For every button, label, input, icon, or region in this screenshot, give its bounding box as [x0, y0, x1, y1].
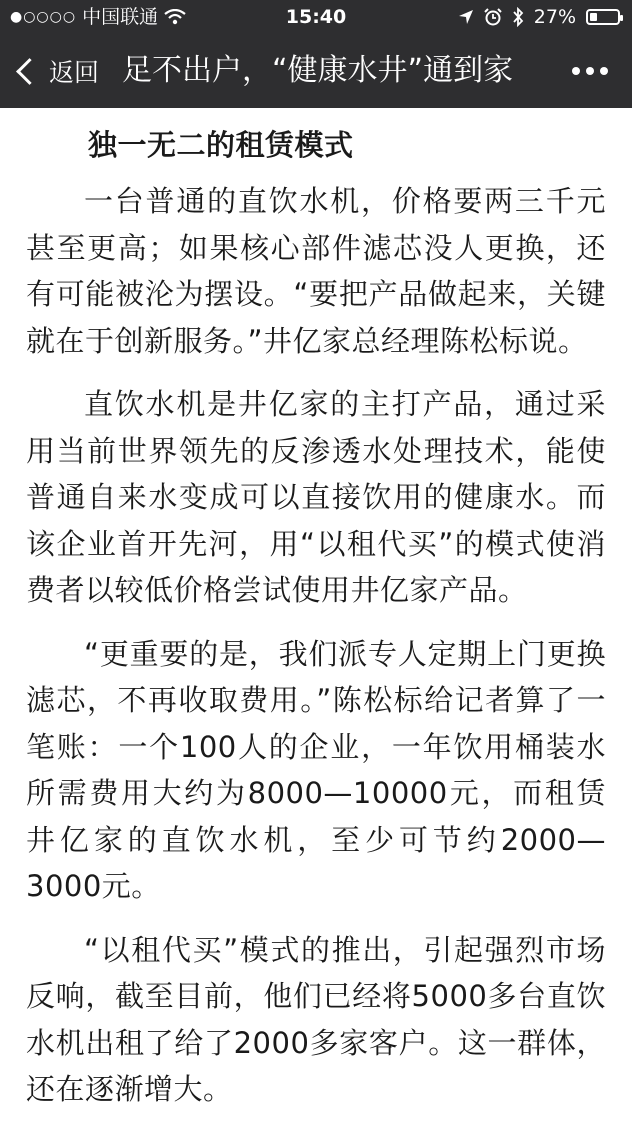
location-arrow-icon [458, 9, 474, 25]
alarm-icon [484, 8, 502, 26]
bluetooth-icon [512, 7, 524, 27]
back-button[interactable] [14, 36, 99, 106]
back-label: 返回 [49, 58, 100, 87]
page-title: 足不出户，“健康水井”通到家 [122, 53, 514, 88]
more-dot-icon [586, 67, 594, 75]
status-right [458, 0, 620, 34]
battery-icon [586, 9, 620, 25]
battery-fill [590, 13, 597, 21]
chevron-left-icon [16, 58, 43, 85]
navigation-bar [0, 36, 632, 106]
battery-percent: 27% [533, 6, 576, 28]
more-button[interactable] [572, 36, 608, 106]
more-dot-icon [572, 67, 580, 75]
paragraph: 一台普通的直饮水机，价格要两三千元甚至更高；如果核心部件滤芯没人更换，还有可能被沦为摆设。“要把产品做起来，关键就在于创新服务。”井亿家总经理陈松标说。 [26, 184, 606, 358]
status-bar [0, 0, 632, 34]
article-body [26, 116, 606, 1130]
status-time: 15:40 [285, 6, 347, 28]
section-heading: 独一无二的租赁模式 [88, 128, 354, 162]
paragraph: 直饮水机是井亿家的主打产品，通过采用当前世界领先的反渗透水处理技术，能使普通自来水变成可以直接饮用的健康水。而该企业首开先河，用“以租代买”的模式使消费者以较低价格尝试使用井亿家产品。 [26, 387, 606, 607]
more-dot-icon [600, 67, 608, 75]
paragraph: “更重要的是，我们派专人定期上门更换滤芯，不再收取费用。”陈松标给记者算了一笔账：一个100人的企业，一年饮用桶装水所需费用大约为8000—10000元，而租赁井亿家的直饮水机，至少可节约2000—3000元。 [26, 636, 606, 903]
carrier-label: 中国联通 [82, 6, 159, 28]
paragraph: “以租代买”模式的推出，引起强烈市场反响，截至目前，他们已经将5000多台直饮水机出租了给了2000多家客户。这一群体，还在逐渐增大。 [26, 932, 606, 1106]
signal-dots-icon: ●○○○○ [10, 9, 77, 25]
top-bar [0, 0, 632, 108]
